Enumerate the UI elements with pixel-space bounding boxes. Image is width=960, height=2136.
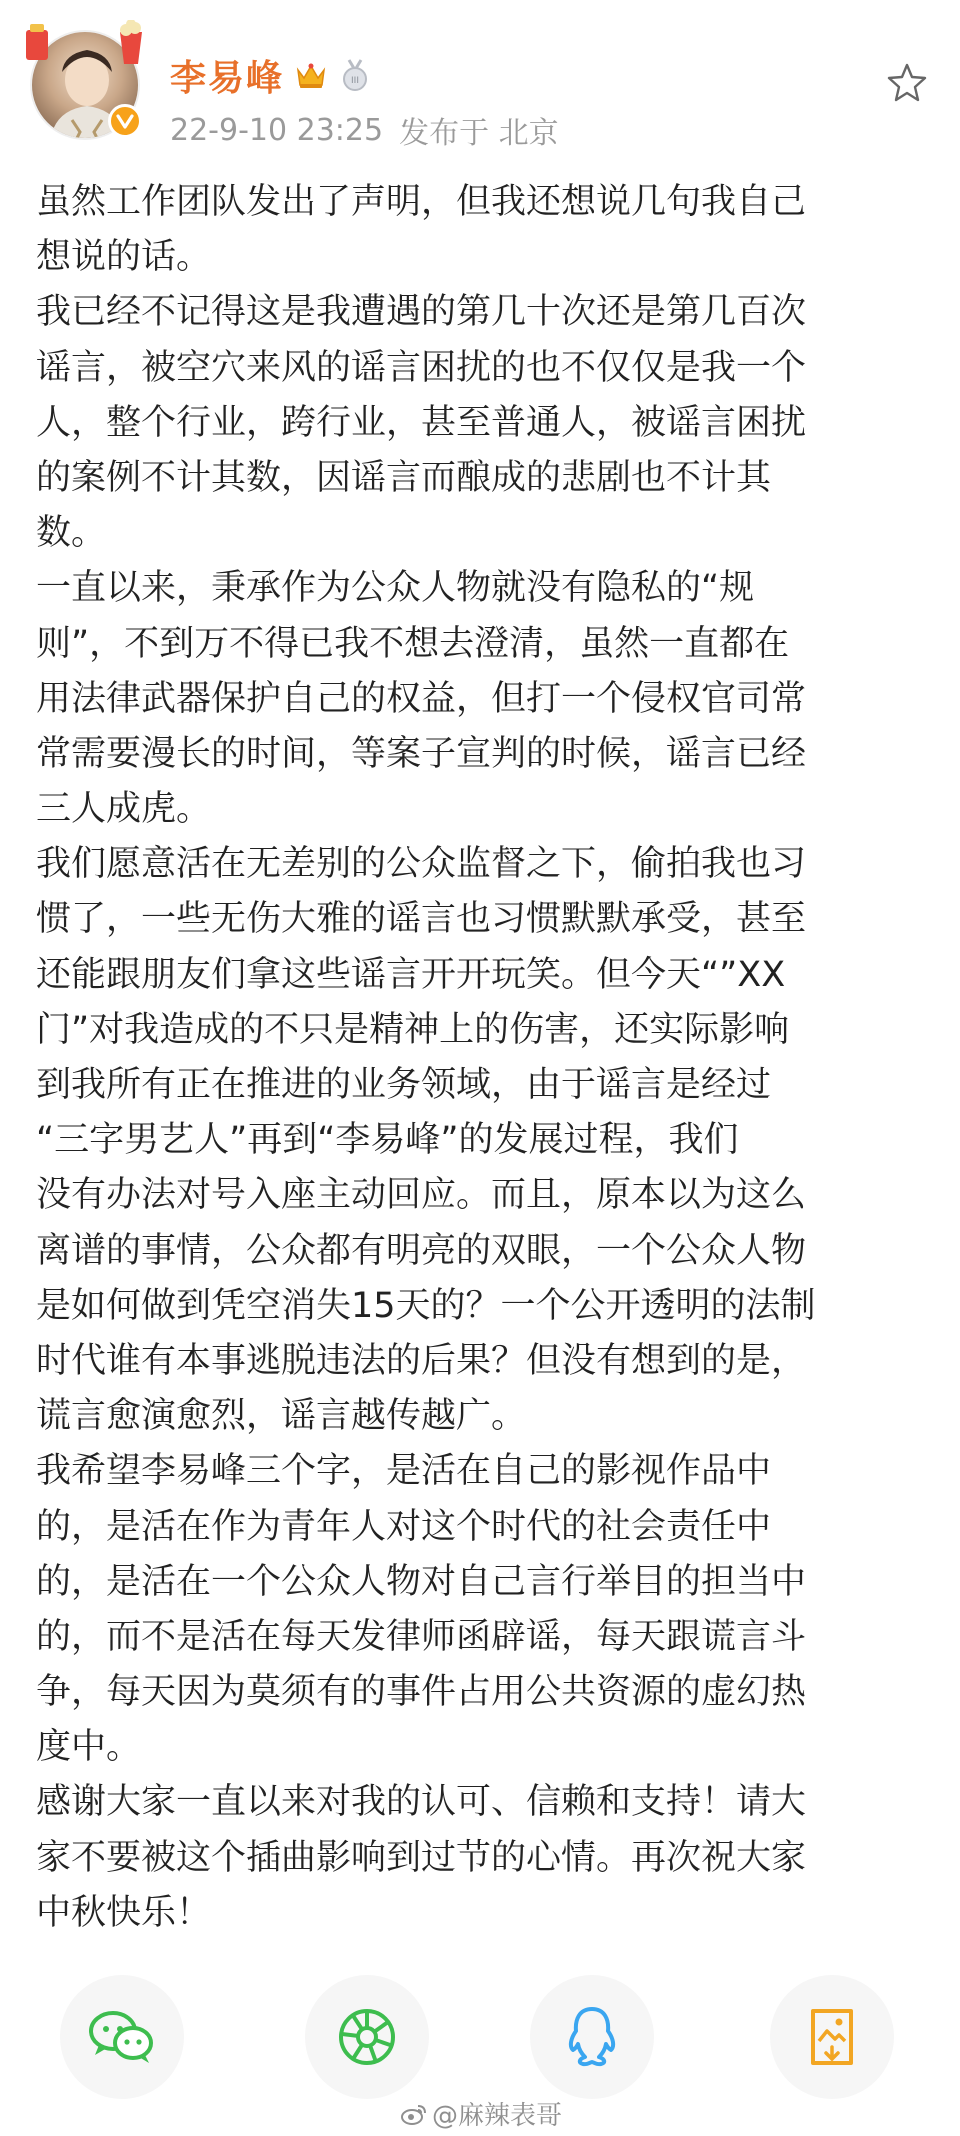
post-line: 虽然工作团队发出了声明，但我还想说几句我自己 xyxy=(36,182,807,222)
post-line: 数。 xyxy=(36,513,107,554)
post-line: 的，是活在一个公众人物对自己言行举目的担当中 xyxy=(36,1561,807,1602)
medal-icon[interactable] xyxy=(338,58,372,92)
post-line: “三字男艺人”再到“李易峰”的发展过程，我们 xyxy=(36,1120,739,1161)
post-line: 中秋快乐！ xyxy=(36,1892,212,1933)
weibo-logo-icon xyxy=(400,2102,428,2126)
star-icon xyxy=(885,61,929,105)
post-line: 是如何做到凭空消失15天的？一个公开透明的法制 xyxy=(36,1285,816,1326)
post-line: 离谱的事情，公众都有明亮的双眼，一个公众人物 xyxy=(36,1230,807,1271)
post-line: 谎言愈演愈烈，谣言越传越广。 xyxy=(36,1396,527,1437)
post-line: 家不要被这个插曲影响到过节的心情。再次祝大家 xyxy=(36,1837,807,1878)
watermark-text: @麻辣表哥 xyxy=(432,2101,563,2131)
share-moments-button[interactable] xyxy=(305,1975,429,2099)
avatar-frame-decoration-icon xyxy=(22,20,152,70)
post-line: 惯了，一些无伤大雅的谣言也习惯默默承受，甚至 xyxy=(36,899,807,940)
post-timestamp: 22-9-10 23:25 xyxy=(170,112,384,148)
post-header xyxy=(0,0,960,160)
post-line: 的案例不计其数，因谣言而酿成的悲剧也不计其 xyxy=(36,457,772,498)
crown-icon[interactable] xyxy=(294,58,328,92)
post-line: 常需要漫长的时间，等案子宣判的时候，谣言已经 xyxy=(36,733,807,774)
post-line: 我们愿意活在无差别的公众监督之下，偷拍我也习 xyxy=(36,844,807,885)
svg-text:III: III xyxy=(351,76,359,86)
share-bar xyxy=(0,1975,960,2115)
verified-badge-icon xyxy=(108,104,142,138)
qq-icon xyxy=(565,2005,619,2069)
post-line: 时代谁有本事逃脱违法的后果？但没有想到的是， xyxy=(36,1340,807,1381)
share-wechat-button[interactable] xyxy=(60,1975,184,2099)
post-body xyxy=(36,175,926,1941)
post-line: 还能跟朋友们拿这些谣言开开玩笑。但今天“”XX xyxy=(36,954,786,995)
username[interactable]: 李易峰 xyxy=(170,57,285,99)
post-line: 到我所有正在推进的业务领域，由于谣言是经过 xyxy=(36,1065,772,1105)
post-line: 没有办法对号入座主动回应。而且，原本以为这么 xyxy=(36,1175,807,1216)
post-line: 的，而不是活在每天发律师函辟谣，每天跟谎言斗 xyxy=(36,1616,807,1657)
moments-icon xyxy=(336,2006,398,2068)
post-location: 发布于 北京 xyxy=(399,116,559,151)
post-line: 一直以来，秉承作为公众人物就没有隐私的“规 xyxy=(36,568,755,609)
post-line: 用法律武器保护自己的权益，但打一个侵权官司常 xyxy=(36,678,807,719)
post-line: 我希望李易峰三个字，是活在自己的影视作品中 xyxy=(36,1451,772,1492)
watermark xyxy=(400,2095,562,2132)
post-line: 谣言，被空穴来风的谣言困扰的也不仅仅是我一个 xyxy=(36,347,807,388)
post-line: 想说的话。 xyxy=(36,237,212,278)
post-line: 的，是活在作为青年人对这个时代的社会责任中 xyxy=(36,1506,772,1547)
avatar-container[interactable] xyxy=(30,30,140,140)
post-meta xyxy=(170,108,559,152)
post-line: 门”对我造成的不只是精神上的伤害，还实际影响 xyxy=(36,1009,790,1050)
wechat-icon xyxy=(87,2007,157,2067)
post-line: 人，整个行业，跨行业，甚至普通人，被谣言困扰 xyxy=(36,402,807,443)
save-image-icon xyxy=(805,2005,859,2069)
save-image-button[interactable] xyxy=(770,1975,894,2099)
post-line: 争，每天因为莫须有的事件占用公共资源的虚幻热 xyxy=(36,1672,807,1713)
post-line: 感谢大家一直以来对我的认可、信赖和支持！请大 xyxy=(36,1782,807,1823)
post-line: 则”，不到万不得已我不想去澄清，虽然一直都在 xyxy=(36,623,790,664)
favorite-button[interactable] xyxy=(882,58,932,108)
post-line: 度中。 xyxy=(36,1727,142,1768)
share-qq-button[interactable] xyxy=(530,1975,654,2099)
username-row xyxy=(170,50,372,100)
post-line: 三人成虎。 xyxy=(36,789,212,830)
post-line: 我已经不记得这是我遭遇的第几十次还是第几百次 xyxy=(36,292,807,333)
